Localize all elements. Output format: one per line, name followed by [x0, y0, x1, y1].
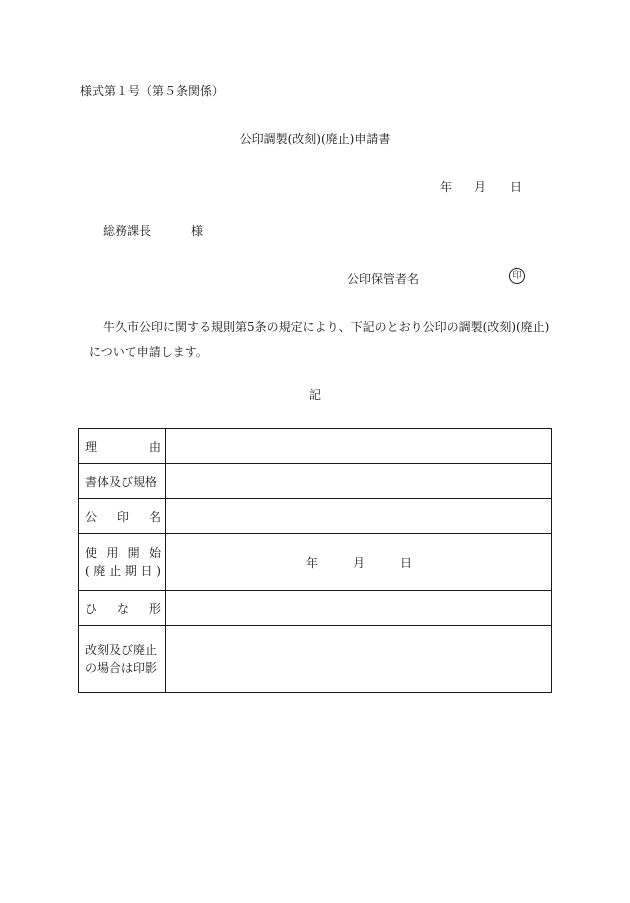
row-reason [79, 429, 552, 464]
addressee-honorific: 様 [191, 224, 204, 238]
label-reason: 理 由 [79, 429, 166, 464]
submission-date [440, 178, 522, 195]
ki-heading: 記 [308, 388, 321, 402]
date-year-label: 年 [440, 180, 453, 194]
label-sample: ひ な 形 [79, 591, 166, 626]
addressee-name: 総務課長 [103, 224, 152, 238]
date-month-label: 月 [474, 180, 487, 194]
addressee [103, 222, 203, 239]
label-seal-name: 公 印 名 [79, 499, 166, 534]
field-typeface[interactable] [166, 464, 552, 499]
start-date-month: 月 [353, 555, 366, 570]
form-number: 様式第１号（第５条関係） [80, 84, 225, 98]
field-seal-name[interactable] [166, 499, 552, 534]
label-typeface: 書体及び規格 [79, 464, 166, 499]
field-reason[interactable] [166, 429, 552, 464]
date-day-label: 日 [510, 180, 523, 194]
field-sample[interactable] [166, 591, 552, 626]
label-impression: 改刻及び廃止 の場合は印影 [79, 626, 166, 693]
detail-table [78, 428, 552, 693]
field-impression[interactable] [166, 626, 552, 693]
row-sample [79, 591, 552, 626]
seal-icon: 印 [509, 268, 525, 284]
body-text-line2: について申請します。 [89, 345, 208, 359]
row-typeface [79, 464, 552, 499]
document-title: 公印調製(改刻)(廃止)申請書 [239, 132, 391, 146]
label-start-date: 使 用 開 始 ( 廃 止 期 日 ) [79, 534, 166, 591]
field-start-date[interactable] [166, 534, 552, 591]
row-impression [79, 626, 552, 693]
start-date-day: 日 [400, 555, 413, 570]
body-text-line1: 牛久市公印に関する規則第5条の規定により、下記のとおり公印の調製(改刻)(廃止) [103, 320, 550, 334]
row-start-date [79, 534, 552, 591]
row-seal-name [79, 499, 552, 534]
start-date-year: 年 [306, 555, 319, 570]
applicant-label: 公印保管者名 [347, 272, 420, 286]
